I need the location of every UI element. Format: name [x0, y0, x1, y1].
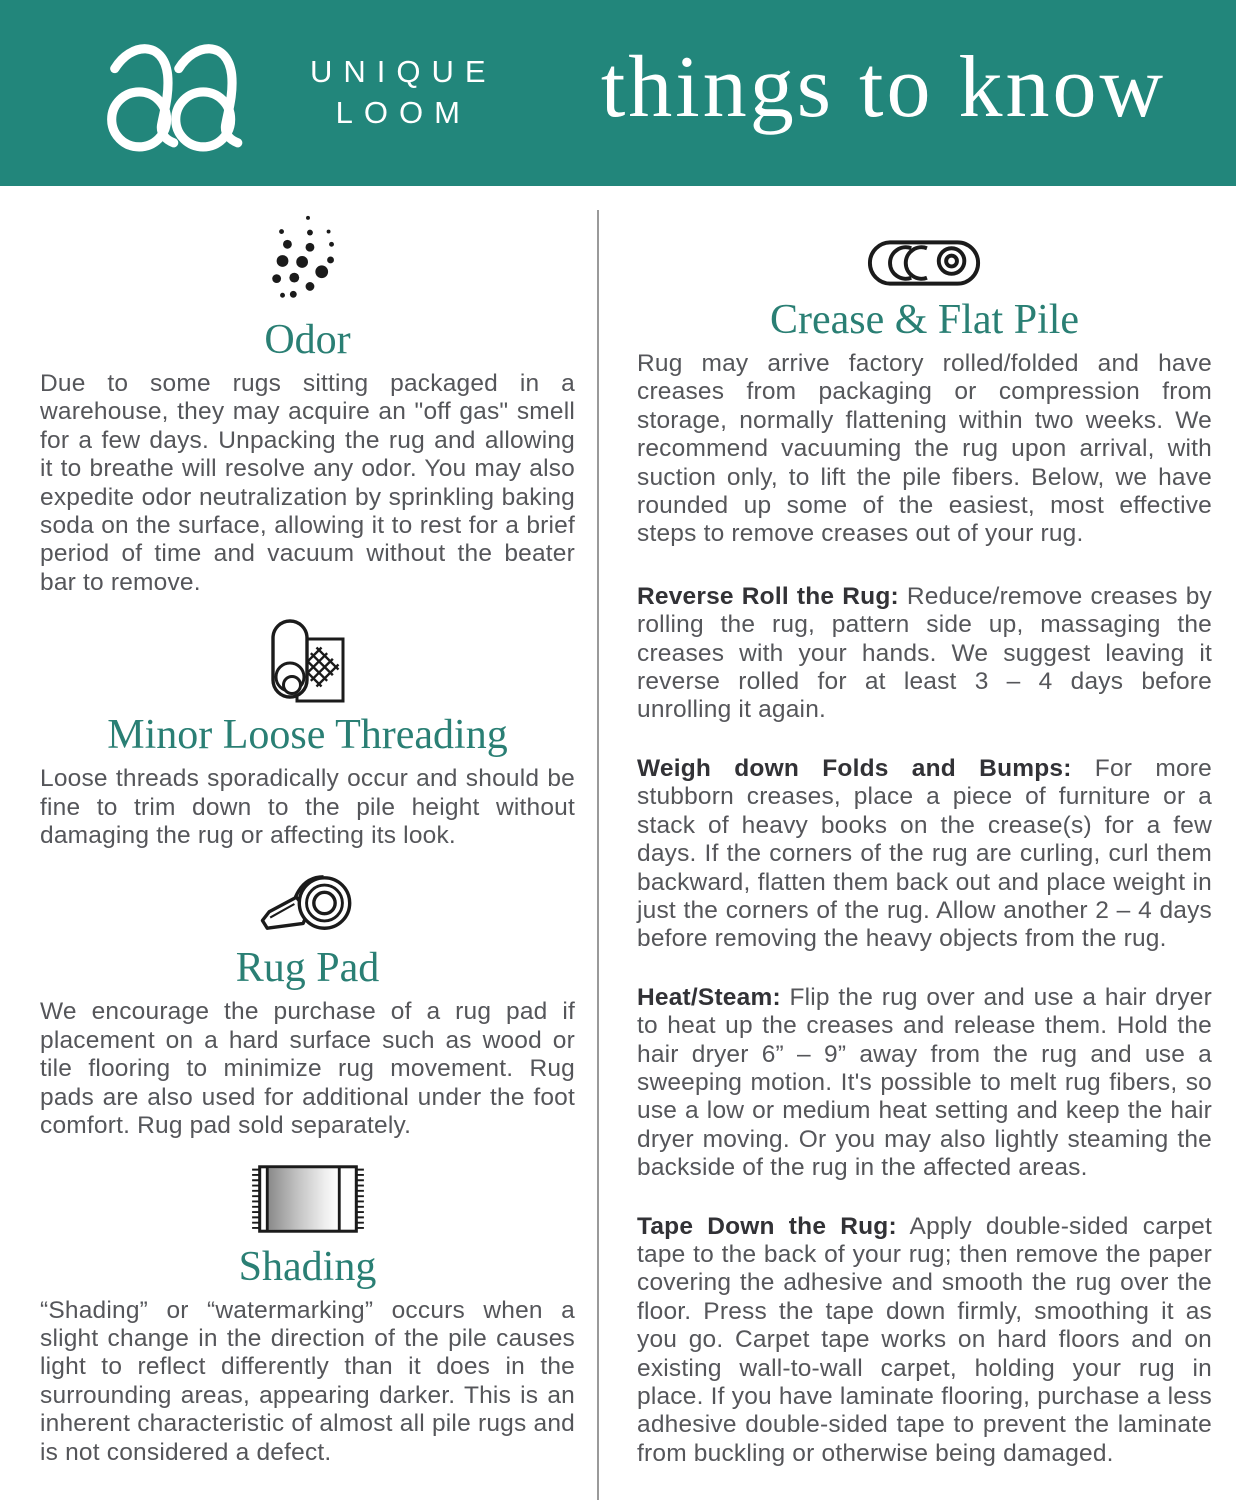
crease-tips-list	[637, 583, 1212, 1468]
brand	[98, 32, 497, 154]
tip-text: Flip the rug over and use a hair dryer to heat up the creases and release them. Hold the hair dryer 6” – 9” away from the rug and use a sweeping motion. It's possible to melt rug fibers, so use a low or medium heat setting and keep the hair dryer moving. Or you may also lightly steaming the backside of the rug in the affected areas.	[637, 983, 1212, 1182]
section-title: Rug Pad	[235, 945, 380, 992]
left-column	[0, 210, 597, 1500]
page-title: things to know	[600, 38, 1166, 136]
tip-tape-down	[637, 1213, 1212, 1469]
section-threading	[40, 619, 575, 850]
section-title: Shading	[238, 1243, 377, 1290]
rug-pad-roll-icon	[40, 872, 575, 936]
brand-line-2: LOOM	[335, 95, 471, 130]
brand-line-1: UNIQUE	[310, 54, 497, 90]
tip-text: For more stubborn creases, place a piece of furniture or a stack of heavy books on the crease(s) for a few days. If the corners of the rug are curling, curl them backward, flatten them back out and place weight in just the corners of the rug. Allow another 2 – 4 days before removing the heavy objects from the rug.	[637, 754, 1212, 953]
odor-dots-icon	[40, 210, 575, 308]
tip-weigh-down	[637, 755, 1212, 954]
section-body: Rug may arrive factory rolled/folded and have creases from packaging or compression from storage, normally flattening within two weeks. We recommend vacuuming the rug upon arrival, with suction only, to lift the pile fibers. Below, we have rounded up some of the easiest, most effective steps to remove creases out of your rug.	[637, 350, 1212, 548]
section-title: Minor Loose Threading	[107, 712, 508, 759]
right-column	[599, 210, 1236, 1500]
tip-lead: Heat/Steam:	[637, 983, 781, 1011]
tip-reverse-roll	[637, 583, 1212, 725]
section-body: “Shading” or “watermarking” occurs when a slight change in the direction of the pile causes light to reflect differently than it does in the surrounding areas, appearing darker. This is an inherent characteristic of almost all pile rugs and is not considered a defect.	[40, 1296, 575, 1466]
section-crease	[637, 238, 1212, 549]
tip-lead: Weigh down Folds and Bumps:	[637, 754, 1072, 782]
tip-lead: Tape Down the Rug:	[637, 1212, 897, 1240]
section-body: Due to some rugs sitting packaged in a warehouse, they may acquire an "off gas" smell for a few days. Unpacking the rug and allowing it to breathe will resolve any odor. You may also expedite odor neutralization by sprinkling baking soda on the surface, allowing it to rest for a brief period of time and vacuum without the beater bar to remove.	[40, 370, 575, 596]
tip-lead: Reverse Roll the Rug:	[637, 582, 899, 610]
unique-loom-glasses-logo-icon	[98, 32, 286, 154]
brand-name	[310, 52, 497, 134]
shaded-rug-icon	[40, 1163, 575, 1235]
rolled-rug-side-icon	[637, 238, 1212, 288]
tip-text: Apply double-sided carpet tape to the back of your rug; then remove the paper covering the adhesive and smooth the rug over the floor. Press the tape down firmly, smoothing it as you go. Carpet tape works on hard floors and on existing wall-to-wall carpet, holding your rug in place. If you have laminate flooring, purchase a less adhesive double-sided tape to prevent the laminate from buckling or otherwise being damaged.	[637, 1212, 1212, 1467]
section-body: Loose threads sporadically occur and should be fine to trim down to the pile height without damaging the rug or affecting its look.	[40, 765, 575, 850]
tip-text: Reduce/remove creases by rolling the rug, pattern side up, massaging the creases with your hands. We suggest leaving it reverse rolled for at least 3 – 4 days before unrolling it again.	[637, 582, 1212, 724]
rolled-rug-icon	[40, 619, 575, 703]
section-title: Odor	[264, 317, 351, 363]
header-banner	[0, 0, 1236, 186]
section-shading	[40, 1163, 575, 1467]
section-body: We encourage the purchase of a rug pad if placement on a hard surface such as wood or tile flooring to minimize rug movement. Rug pads are also used for additional under the foot comfort. Rug pad sold separately.	[40, 998, 575, 1140]
tip-heat-steam	[637, 984, 1212, 1183]
content-columns	[0, 210, 1236, 1500]
section-rug-pad	[40, 872, 575, 1140]
section-odor	[40, 210, 575, 597]
section-title: Crease & Flat Pile	[769, 297, 1080, 343]
